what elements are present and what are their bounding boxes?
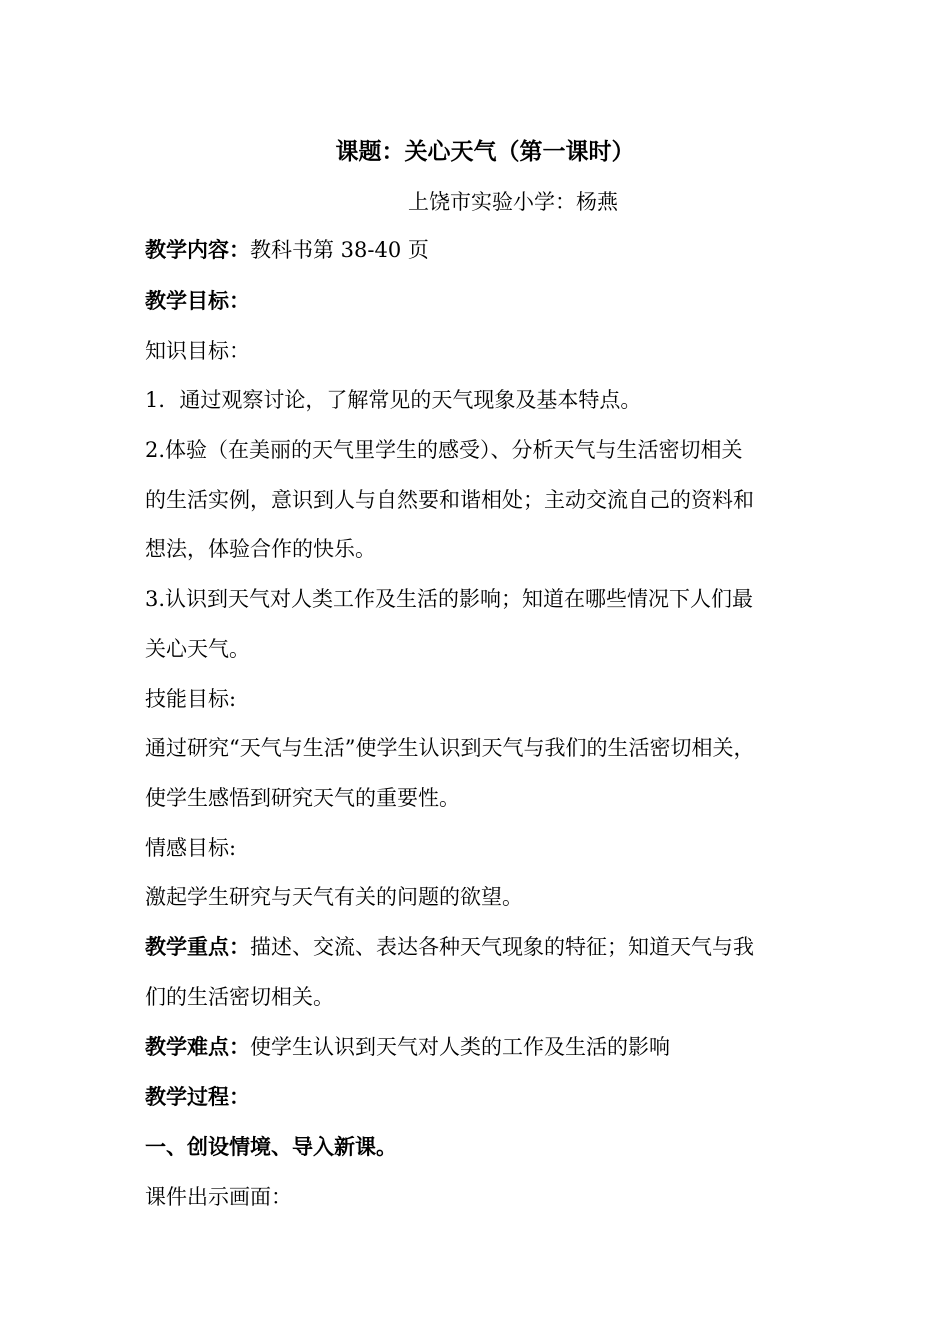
difficulty-text: 使学生认识到天气对人类的工作及生活的影响 xyxy=(250,1035,670,1059)
author-line: 上饶市实验小学：杨燕 xyxy=(408,190,618,214)
process-heading: 教学过程： xyxy=(145,1085,250,1109)
key-points-label: 教学重点： xyxy=(145,935,250,959)
teaching-content-text: 教科书第 38-40 页 xyxy=(250,238,429,262)
key-points-line-2: 们的生活密切相关。 xyxy=(145,985,334,1009)
knowledge-item-2-line-3: 想法，体验合作的快乐。 xyxy=(145,537,376,561)
knowledge-item-2-line-2: 的生活实例，意识到人与自然要和谐相处；主动交流自己的资料和 xyxy=(145,488,754,512)
knowledge-heading: 知识目标： xyxy=(145,339,250,363)
skill-heading: 技能目标: xyxy=(145,687,237,711)
goals-heading: 教学目标： xyxy=(145,289,250,313)
skill-line-2: 使学生感悟到研究天气的重要性。 xyxy=(145,786,460,810)
key-points-line-1 xyxy=(145,932,754,962)
difficulty-label: 教学难点： xyxy=(145,1035,250,1059)
knowledge-item-3-line-2: 关心天气。 xyxy=(145,637,250,661)
difficulty-line xyxy=(145,1032,670,1062)
teaching-content-label: 教学内容： xyxy=(145,238,250,262)
courseware-line: 课件出示画面： xyxy=(145,1185,292,1209)
knowledge-item-2-line-1: 2.体验（在美丽的天气里学生的感受）、分析天气与生活密切相关 xyxy=(145,438,743,462)
emotion-heading: 情感目标: xyxy=(145,836,237,860)
page-title: 课题：关心天气（第一课时） xyxy=(335,139,635,165)
teaching-content-line xyxy=(145,235,429,265)
key-points-text: 描述、交流、表达各种天气现象的特征；知道天气与我 xyxy=(250,935,754,959)
skill-line-1: 通过研究“天气与生活”使学生认识到天气与我们的生活密切相关， xyxy=(145,736,755,760)
section-1-heading: 一、创设情境、导入新课。 xyxy=(145,1135,397,1159)
emotion-text: 激起学生研究与天气有关的问题的欲望。 xyxy=(145,885,523,909)
knowledge-item-1: 1．通过观察讨论，了解常见的天气现象及基本特点。 xyxy=(145,388,642,412)
knowledge-item-3-line-1: 3.认识到天气对人类工作及生活的影响；知道在哪些情况下人们最 xyxy=(145,587,754,611)
